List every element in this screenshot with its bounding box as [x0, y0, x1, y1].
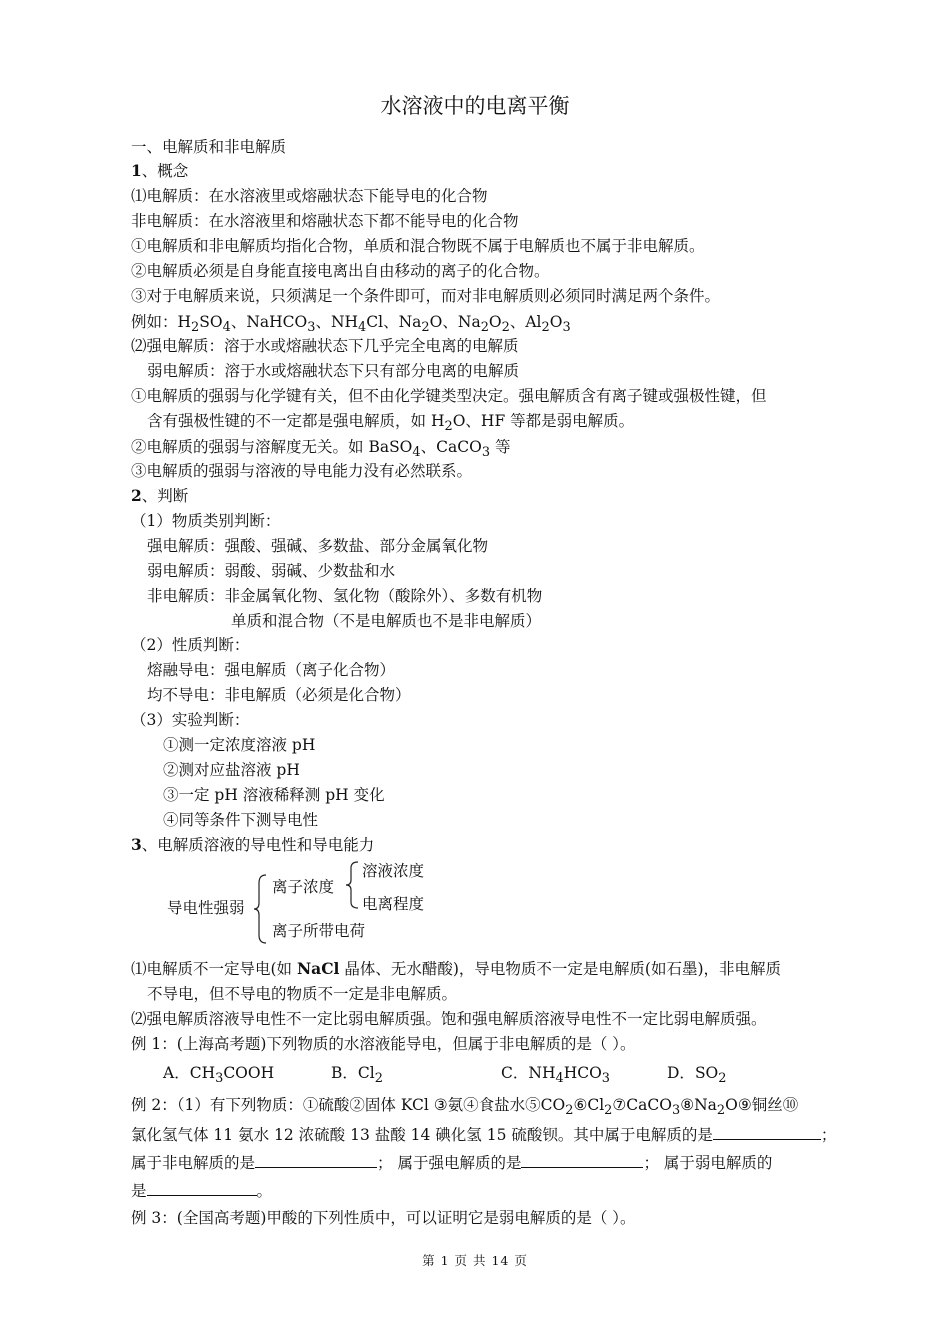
subheading-conductivity: 3、电解质溶液的导电性和导电能力 [131, 835, 375, 854]
diagram-branch-ion-charge: 离子所带电荷 [272, 922, 366, 940]
answer-blank-weak-electrolyte[interactable] [147, 1179, 257, 1196]
diagram-branch-ion-concentration: 离子浓度 [272, 878, 335, 896]
diagram-brace-root [253, 873, 269, 945]
bond-note-a: ①电解质的强弱与化学键有关，但不由化学键类型决定。强电解质含有离子键或强极性键，但 [131, 387, 767, 405]
category-weak: 弱电解质：弱酸、弱碱、少数盐和水 [147, 562, 396, 580]
example-2-line-2: 氯化氢气体 11 氨水 12 浓硫酸 13 盐酸 14 碘化氢 15 硫酸钡。其中属于电解质的是 ； [131, 1123, 836, 1146]
example-2-line-3: 属于非电解质的是 ； 属于强电解质的是 ； 属于弱电解质的 [131, 1151, 772, 1174]
weak-def: 弱电解质：溶于水或熔融状态下只有部分电离的电解质 [147, 362, 520, 380]
section-heading: 一、电解质和非电解质 [131, 138, 287, 156]
def-electrolyte: ⑴电解质：在水溶液里或熔融状态下能导电的化合物 [131, 187, 488, 205]
note-1: ①电解质和非电解质均指化合物，单质和混合物既不属于电解质也不属于非电解质。 [131, 237, 705, 255]
conduct-note-1a: ⑴电解质不一定导电(如 NaCl 晶体、无水醋酸)，导电物质不一定是电解质(如石墨)，非电解质 [131, 959, 781, 978]
diagram-leaf-solution-concentration: 溶液浓度 [362, 862, 425, 880]
example-1-stem: 例 1：(上海高考题)下列物质的水溶液能导电，但属于非电解质的是（ ）。 [131, 1035, 636, 1053]
example-3-stem: 例 3：(全国高考题)甲酸的下列性质中，可以证明它是弱电解质的是（ ）。 [131, 1209, 636, 1227]
example-2-line-4: 是 。 [131, 1179, 272, 1202]
subheading-concept: 1、概念 [131, 161, 189, 180]
example-1-option-d: D．$SO_2$ [667, 1064, 727, 1087]
page-title: 水溶液中的电离平衡 [380, 94, 570, 118]
experiment-2: ②测对应盐溶液 pH [163, 761, 300, 779]
diagram-brace-concentration [345, 860, 361, 910]
note-2: ②电解质必须是自身能直接电离出自由移动的离子的化合物。 [131, 262, 550, 280]
example-2-line-1: 例 2：（1）有下列物质：①硫酸②固体 KCl ③氨④食盐水$⑤CO_2⑥Cl_2⑦CaCO_3⑧Na_2O⑨$铜丝⑩ [131, 1096, 799, 1119]
experiment-judge: （3）实验判断： [131, 711, 250, 729]
example-1-option-c: C．$NH_4HCO_3$ [501, 1064, 610, 1087]
subheading-judge: 2、判断 [131, 486, 189, 505]
example-1-option-b: B．$Cl_2$ [331, 1064, 383, 1087]
property-melt: 熔融导电：强电解质（离子化合物） [147, 661, 396, 679]
experiment-1: ①测一定浓度溶液 pH [163, 736, 316, 754]
diagram-root: 导电性强弱 [167, 899, 245, 917]
conduct-note-1b: 不导电，但不导电的物质不一定是非电解质。 [147, 985, 458, 1003]
category-judge: （1）物质类别判断： [131, 512, 281, 530]
property-judge: （2）性质判断： [131, 636, 250, 654]
category-neither: 单质和混合物（不是电解质也不是非电解质） [231, 612, 542, 630]
conduct-relation-note: ③电解质的强弱与溶液的导电能力没有必然联系。 [131, 462, 473, 480]
example-1-option-a: A．$CH_3COOH$ [163, 1064, 275, 1087]
answer-blank-nonelectrolyte[interactable] [255, 1151, 377, 1168]
example-line: 例如：$H_2SO_4$、NaHCO$_3$、$NH_4Cl$、$Na_2O$、$Na_2O_2$、$Al_2O_3$ [131, 313, 571, 336]
page-footer: 第 1 页 共 14 页 [422, 1253, 528, 1268]
bond-note-b: 含有强极性键的不一定都是强电解质，如 $H_2O$、HF 等都是弱电解质。 [147, 412, 635, 435]
strong-def: ⑵强电解质：溶于水或熔融状态下几乎完全电离的电解质 [131, 337, 519, 355]
def-nonelectrolyte: 非电解质：在水溶液里和熔融状态下都不能导电的化合物 [131, 212, 519, 230]
solubility-note: ②电解质的强弱与溶解度无关。如 BaSO$_4$、CaCO$_3$ 等 [131, 438, 511, 461]
conduct-note-2: ⑵强电解质溶液导电性不一定比弱电解质强。饱和强电解质溶液导电性不一定比弱电解质强。 [131, 1010, 767, 1028]
answer-blank-electrolyte[interactable] [713, 1123, 821, 1140]
category-strong: 强电解质：强酸、强碱、多数盐、部分金属氧化物 [147, 537, 489, 555]
property-none: 均不导电：非电解质（必须是化合物） [147, 686, 411, 704]
category-non: 非电解质：非金属氧化物、氢化物（酸除外）、多数有机物 [147, 587, 543, 605]
answer-blank-strong-electrolyte[interactable] [521, 1151, 643, 1168]
experiment-3: ③一定 pH 溶液稀释测 pH 变化 [163, 786, 385, 804]
diagram-leaf-ionization-degree: 电离程度 [362, 895, 425, 913]
experiment-4: ④同等条件下测导电性 [163, 811, 319, 829]
note-3: ③对于电解质来说，只须满足一个条件即可，而对非电解质则必须同时满足两个条件。 [131, 287, 721, 305]
